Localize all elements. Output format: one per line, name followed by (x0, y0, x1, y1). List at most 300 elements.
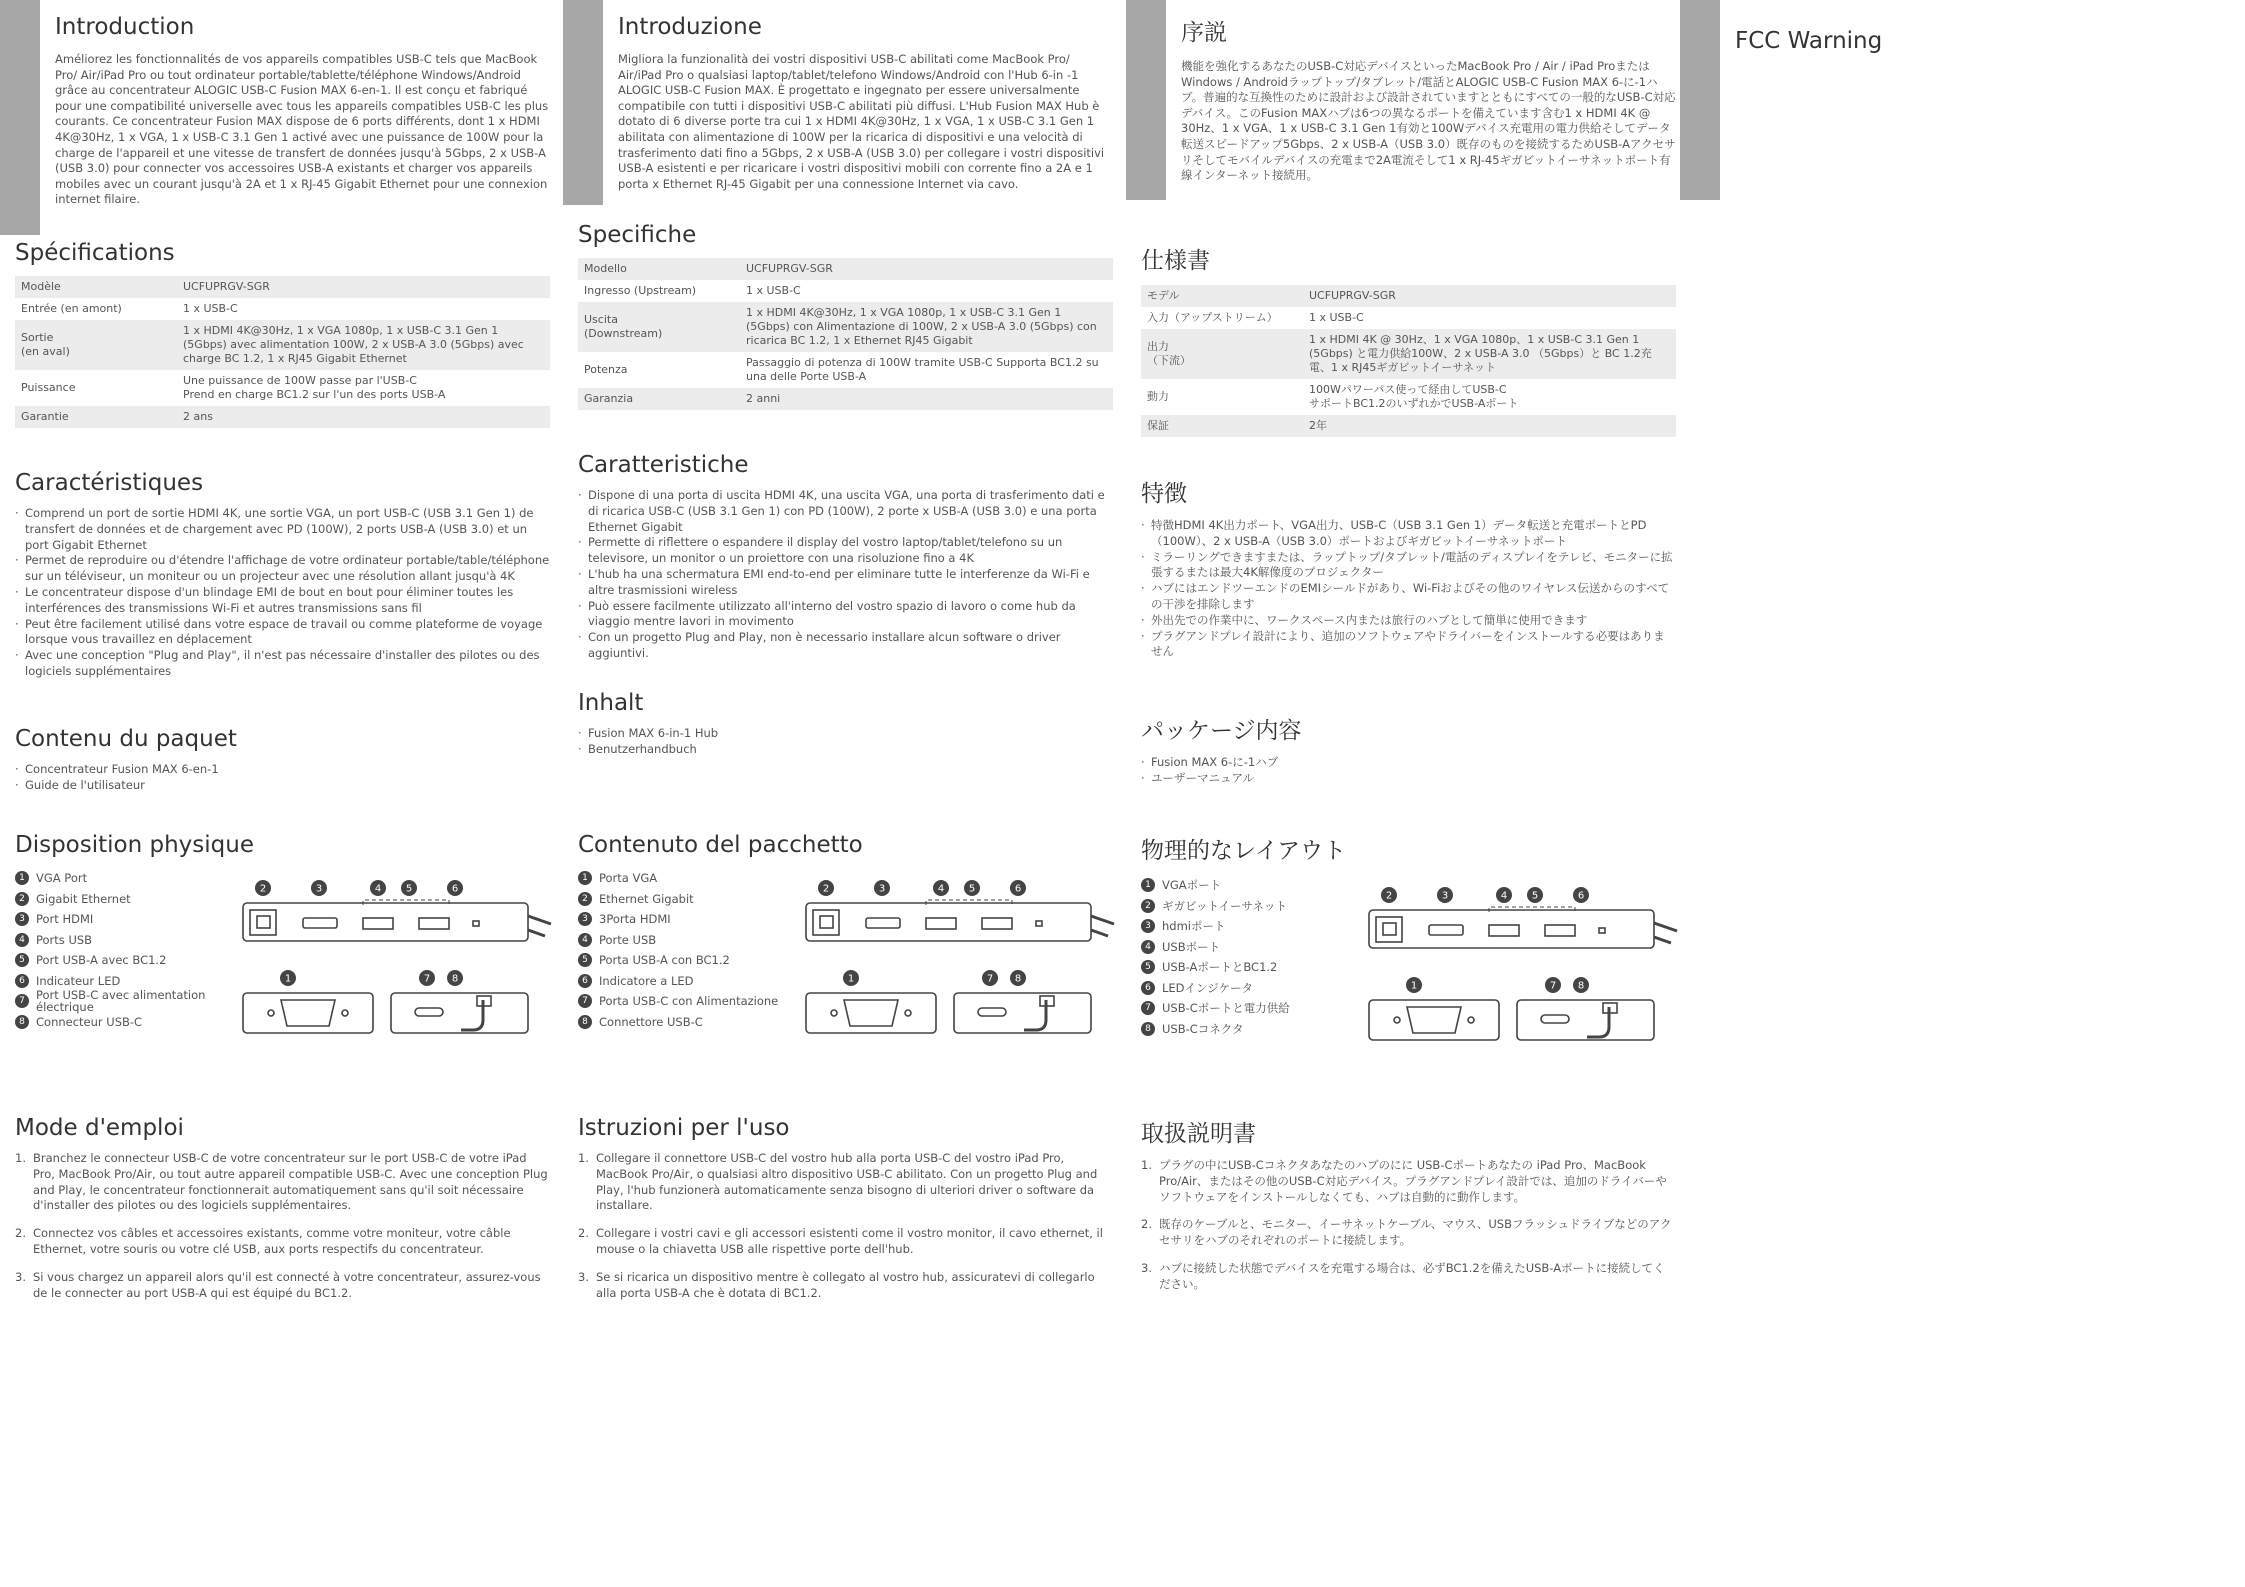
usage-title: Mode d'emploi (15, 1115, 184, 1141)
legend-label: Gigabit Ethernet (36, 891, 131, 906)
callout-number: 8 (451, 973, 459, 985)
callout-badge: 4 (1141, 940, 1155, 954)
spec-section (578, 222, 1113, 410)
features-list (1141, 518, 1676, 660)
legend-label: USB-Cコネクタ (1162, 1021, 1244, 1036)
legend-item (1141, 937, 1351, 958)
legend-item (1141, 875, 1351, 896)
layout-figure (578, 868, 1113, 1078)
list-item: · Fusion MAX 6-に-1ハブ (1141, 755, 1676, 771)
legend-label: Connecteur USB-C (36, 1014, 143, 1029)
spec-key: Ingresso (Upstream) (584, 284, 697, 297)
step-text: Si vous chargez un appareil alors qu'il est connecté à votre concentrateur, assurez-vous de le connecter au port USB-A qui est équipé du BC1.2. (33, 1269, 541, 1300)
hub-body-top (1369, 910, 1654, 948)
hub-body-left (1369, 1000, 1499, 1040)
usbc-port (415, 1008, 443, 1016)
legend-label: Indicatore a LED (599, 973, 694, 988)
callout-number: 2 (822, 883, 830, 895)
vga-port (844, 1000, 898, 1026)
usb-port (926, 918, 956, 929)
vga-port (281, 1000, 335, 1026)
callout-number: 7 (1549, 980, 1557, 992)
hub-diagram (233, 868, 563, 1068)
step-text: Se si ricarica un dispositivo mentre è collegato al vostro hub, assicuratevi di collegarlo alla porta USB-A che è dotata di BC1.2. (596, 1269, 1095, 1300)
step-number: 3. (578, 1269, 589, 1284)
package-section (578, 690, 1113, 758)
spec-value: 1 x HDMI 4K@30Hz, 1 x VGA 1080p, 1 x USB-C 3.1 Gen 1 (5Gbps) avec alimentation 100W, 2 x USB-A 3.0 (5Gbps) avec charge BC 1.2, 1 x RJ45 Gigabit Ethernet (177, 320, 550, 370)
legend-item (15, 868, 225, 889)
spec-title: 仕様書 (1141, 248, 1210, 274)
callout-number: 3 (315, 883, 323, 895)
hub-body-top (806, 903, 1091, 941)
legend-label: USB-Cポートと電力供給 (1162, 1001, 1290, 1016)
legend-item (1141, 998, 1351, 1019)
callout-number: 3 (1441, 890, 1449, 902)
callout-number: 1 (847, 973, 855, 985)
list-item: · Avec une conception "Plug and Play", il n'est pas nécessaire d'installer des pilotes ou des logiciels supplémentaires (15, 648, 550, 680)
callout-badge (419, 970, 435, 986)
callout-badge (818, 880, 834, 896)
spec-value: 1 x HDMI 4K @ 30Hz、1 x VGA 1080p、1 x USB-C 3.1 Gen 1 (5Gbps) と電力供給100W、2 x USB-A 3.0 （5Gbps）と BC 1.2充電、1 x RJ45ギガビットイーサネット (1303, 329, 1676, 379)
step-item (15, 1270, 550, 1302)
spec-key: Garanzia (578, 388, 740, 410)
spec-table (15, 276, 550, 428)
step-number: 2. (15, 1226, 26, 1241)
features-title: Caratteristiche (578, 452, 749, 478)
usage-steps (1141, 1158, 1676, 1293)
step-text: プラグの中にUSB-Cコネクタあなたのハブのにに USB-Cポートあなたの iPad Pro、MacBook Pro/Air、またはその他のUSB-C対応デバイス。プラグアンドプレイ設計では、追加のドライバーやソフトウェアをインストールしなくても、ハブは自動的に動作します。 (1159, 1158, 1667, 1204)
step-number: 1. (578, 1151, 589, 1165)
spec-value: UCFUPRGV-SGR (1303, 285, 1676, 307)
list-item: · Guide de l'utilisateur (15, 778, 550, 794)
list-item: · Permette di riflettere o espandere il display del vostro laptop/tablet/telefono su un televisore, un monitor o un proiettore con una risoluzione fino a 4K (578, 535, 1113, 567)
step-text: ハブに接続した状態でデバイスを充電する場合は、必ずBC1.2を備えたUSB-Aポートに接続してください。 (1159, 1260, 1665, 1291)
step-item (578, 1226, 1113, 1258)
list-item: · ミラーリングできますまたは、ラップトップ/タブレット/電話のディスプレイをテレビ、モニターに拡張するまたは最大4K解像度のプロジェクター (1141, 550, 1676, 582)
features-section (15, 470, 550, 680)
list-item: · Benutzerhandbuch (578, 742, 1113, 758)
spec-row (578, 352, 1113, 388)
spec-title: Specifiche (578, 222, 697, 248)
callout-number: 1 (284, 973, 292, 985)
layout-section (15, 832, 550, 1078)
callout-badge (843, 970, 859, 986)
callout-number: 5 (968, 883, 976, 895)
legend-item (578, 971, 788, 992)
hub-cable (1091, 916, 1114, 924)
spec-key: Modello (578, 258, 740, 280)
callout-badge (311, 880, 327, 896)
spec-value: Passaggio di potenza di 100W tramite USB-C Supporta BC1.2 su una delle Porte USB-A (746, 356, 1099, 383)
list-item: · Le concentrateur dispose d'un blindage EMI de bout en bout pour éliminer toutes les interférences des transmissions Wi-Fi et autres transmissions sans fil (15, 585, 550, 617)
callout-badge: 1 (578, 871, 592, 885)
ethernet-port-inner (257, 916, 270, 928)
usbc-port (1541, 1015, 1569, 1023)
features-list (15, 506, 550, 680)
callout-badge: 6 (578, 974, 592, 988)
callout-badge: 4 (578, 933, 592, 947)
package-title: Contenu du paquet (15, 726, 237, 752)
usage-steps (15, 1151, 550, 1301)
usb-port (982, 918, 1012, 929)
legend-item (578, 889, 788, 910)
callout-number: 8 (1577, 980, 1585, 992)
list-item: · Dispone di una porta di uscita HDMI 4K, una uscita VGA, una porta di trasferimento dati e di ricarica USB-C (USB 3.1 Gen 1) con PD (100W), 2 porte x USB-A (USB 3.0) e una porta Ethernet Gigabit (578, 488, 1113, 535)
callout-badge: 7 (578, 994, 592, 1008)
spec-key: Garantie (15, 406, 177, 428)
vga-screw (268, 1010, 274, 1016)
layout-section (578, 832, 1113, 1078)
spec-row (578, 388, 1113, 410)
callout-badge: 1 (15, 871, 29, 885)
callout-badge (982, 970, 998, 986)
spec-key: Modèle (15, 276, 177, 298)
legend-label: Porte USB (599, 932, 657, 947)
spec-row (1141, 285, 1676, 307)
usage-section (578, 1115, 1113, 1313)
callout-badge (933, 880, 949, 896)
step-text: Collegare i vostri cavi e gli accessori esistenti come il vostro monitor, il cavo ethernet, il mouse o la chiavetta USB alle rispettive porte dell'hub. (596, 1226, 1103, 1256)
vga-screw (831, 1010, 837, 1016)
spec-value: 2 anni (740, 388, 1113, 410)
accent-bar (0, 0, 40, 235)
layout-title: Disposition physique (15, 832, 254, 858)
hub-body-left (243, 993, 373, 1033)
spec-key: Puissance (21, 381, 76, 394)
spec-value: 1 x USB-C (746, 284, 801, 297)
callout-badge: 1 (1141, 878, 1155, 892)
callout-number: 5 (1531, 890, 1539, 902)
step-number: 1. (1141, 1158, 1152, 1172)
callout-number: 4 (374, 883, 382, 895)
port-legend (1141, 875, 1351, 1039)
legend-label: Port USB-C avec alimentation électrique (36, 988, 206, 1015)
callout-badge: 4 (15, 933, 29, 947)
callout-number: 6 (1577, 890, 1585, 902)
hub-cable (1654, 937, 1671, 943)
legend-label: Connettore USB-C (599, 1014, 703, 1029)
callout-badge (964, 880, 980, 896)
callout-badge: 6 (15, 974, 29, 988)
list-item: · 外出先での作業中に、ワークスペース内または旅行のハブとして簡単に使用できます (1141, 613, 1676, 629)
hub-body-right (1517, 1000, 1654, 1040)
list-item: · ユーザーマニュアル (1141, 771, 1676, 787)
spec-row (15, 276, 550, 298)
legend-item (15, 930, 225, 951)
spec-title: Spécifications (15, 240, 175, 266)
accent-bar (563, 0, 603, 205)
hub-cable (1654, 923, 1677, 931)
legend-label: VGA Port (36, 871, 88, 886)
vga-screw (1394, 1017, 1400, 1023)
legend-item (15, 889, 225, 910)
spec-row (15, 406, 550, 428)
callout-badge: 5 (578, 953, 592, 967)
led-indicator (1599, 928, 1605, 933)
spec-table (578, 258, 1113, 410)
legend-label: ギガビットイーサネット (1162, 898, 1288, 913)
spec-row (1141, 379, 1676, 415)
list-item: · プラグアンドプレイ設計により、追加のソフトウェアやドライバーをインストールする必要はありません (1141, 629, 1676, 661)
fcc-title: FCC Warning (1735, 28, 1883, 54)
ethernet-port (250, 910, 276, 935)
legend-label: 3Porta HDMI (599, 912, 671, 927)
callout-badge (401, 880, 417, 896)
legend-label: USBポート (1162, 939, 1221, 954)
usage-title: Istruzioni per l'uso (578, 1115, 790, 1141)
hub-body-right (391, 993, 528, 1033)
hub-body-right (954, 993, 1091, 1033)
spec-row (1141, 329, 1676, 379)
spec-value: 1 x USB-C (1309, 311, 1364, 324)
features-section (1141, 475, 1676, 660)
step-item (15, 1151, 550, 1214)
legend-item (15, 909, 225, 930)
usbc-cable (461, 1000, 483, 1030)
legend-label: Port USB-A avec BC1.2 (36, 953, 167, 968)
step-text: Collegare il connettore USB-C del vostro hub alla porta USB-C del vostro iPad Pro, MacBook Pro/Air, o qualsiasi altro dispositivo USB-C abilitato. Con un progetto Plug and Play, l'hub funzionerà automaticamente senza bisogno di ulteriori driver o software da installare. (596, 1151, 1098, 1213)
vga-screw (905, 1010, 911, 1016)
spec-value: UCFUPRGV-SGR (177, 276, 550, 298)
callout-badge: 7 (1141, 1001, 1155, 1015)
callout-badge (1406, 977, 1422, 993)
callout-number: 4 (937, 883, 945, 895)
package-list (578, 726, 1113, 758)
callout-badge (1496, 887, 1512, 903)
callout-badge: 3 (15, 912, 29, 926)
legend-item (578, 950, 788, 971)
hub-body-left (806, 993, 936, 1033)
legend-label: Porta USB-C con Alimentazione (599, 994, 779, 1009)
hub-diagram (1359, 875, 1689, 1075)
spec-key: Uscita (Downstream) (578, 302, 740, 352)
list-item: · L'hub ha una schermatura EMI end-to-end per eliminare tutte le interferenze da Wi-Fi e altre trasmissioni wireless (578, 567, 1113, 599)
list-item: · Concentrateur Fusion MAX 6-en-1 (15, 762, 550, 778)
list-item: · ハブにはエンドツーエンドのEMIシールドがあり、Wi-Fiおよびその他のワイヤレス伝送からのすべての干渉を排除します (1141, 581, 1676, 613)
usb-port (419, 918, 449, 929)
usbc-port (978, 1008, 1006, 1016)
callout-badge (874, 880, 890, 896)
spec-key: Potenza (584, 363, 628, 376)
callout-badge (255, 880, 271, 896)
callout-badge (1010, 970, 1026, 986)
usbc-cable (1024, 1000, 1046, 1030)
callout-number: 2 (1385, 890, 1393, 902)
intro-title: 序説 (1181, 20, 1227, 46)
step-number: 2. (1141, 1217, 1152, 1232)
package-section (1141, 712, 1676, 787)
intro-block (55, 14, 550, 208)
callout-badge: 3 (1141, 919, 1155, 933)
spec-section (1141, 242, 1676, 437)
callout-badge: 5 (15, 953, 29, 967)
callout-badge: 8 (1141, 1022, 1155, 1036)
intro-block (1181, 14, 1676, 184)
legend-item (1141, 957, 1351, 978)
spec-key: Sortie (en aval) (15, 320, 177, 370)
step-item (578, 1270, 1113, 1302)
led-indicator (1036, 921, 1042, 926)
ethernet-port-inner (1383, 923, 1396, 935)
callout-number: 7 (986, 973, 994, 985)
spec-table (1141, 285, 1676, 437)
callout-number: 2 (259, 883, 267, 895)
hub-cable (528, 916, 551, 924)
legend-item (15, 1012, 225, 1033)
legend-label: Port HDMI (36, 912, 94, 927)
step-number: 3. (1141, 1260, 1152, 1275)
spec-value: 100Wパワーパス使って経由してUSB-C サポートBC1.2のいずれかでUSB-Aポート (1309, 383, 1519, 410)
callout-number: 1 (1410, 980, 1418, 992)
legend-item (578, 868, 788, 889)
callout-badge: 2 (578, 892, 592, 906)
callout-badge: 6 (1141, 981, 1155, 995)
legend-item (1141, 1019, 1351, 1040)
layout-figure (1141, 875, 1676, 1085)
spec-value: 1 x HDMI 4K@30Hz, 1 x VGA 1080p, 1 x USB-C 3.1 Gen 1 (5Gbps) con Alimentazione di 100W, 2 x USB-A 3.0 (5Gbps) con ricarica BC 1.2, 1 x Ethernet RJ45 Gigabit (740, 302, 1113, 352)
callout-number: 4 (1500, 890, 1508, 902)
step-number: 2. (578, 1226, 589, 1241)
legend-label: LEDインジケータ (1162, 980, 1254, 995)
layout-section (1141, 832, 1676, 1085)
list-item: · Può essere facilmente utilizzato all'interno del vostro spazio di lavoro o come hub da viaggio mentre lavori in movimento (578, 599, 1113, 631)
hub-diagram (796, 868, 1126, 1068)
list-item: · Permet de reproduire ou d'étendre l'affichage de votre ordinateur portable/table/téléphone sur un téléviseur, un moniteur ou un projecteur avec une résolution allant jusqu'à 4K (15, 553, 550, 585)
hub-cable (1091, 930, 1108, 936)
package-section (15, 726, 550, 794)
intro-text: 機能を強化するあなたのUSB-C対応デバイスといったMacBook Pro / Air / iPad ProまたはWindows / Androidラップトップ/タブレット/電話とALOGIC USB-C Fusion MAX 6-に-1ハブ。普遍的な互換性のために設計および設計されていますとともにすべての一般的なUSB-C対応デバイス。このFusion MAXハブは6つの異なるポートを備えています含む1 x HDMI 4K @ 30Hz、1 x VGA、1 x USB-C 3.1 Gen 1有効と100Wデバイス充電用の電力供給そしてデータ転送スピードアップ5Gbps、2 x USB-A（USB 3.0）既存のものを接続するためUSB-Aアクセサリそしてモバイルデバイスの充電まで2A電流そして1 x RJ-45ギガビットイーサネットポート有線インターネット接続用。 (1181, 59, 1676, 183)
hub-cable (528, 930, 545, 936)
layout-title: Contenuto del pacchetto (578, 832, 863, 858)
callout-number: 7 (423, 973, 431, 985)
callout-badge: 2 (1141, 899, 1155, 913)
step-text: Connectez vos câbles et accessoires existants, comme votre moniteur, votre câble Ethernet, votre souris ou votre clé USB, aux ports respectifs du concentrateur. (33, 1226, 511, 1256)
spec-value: UCFUPRGV-SGR (740, 258, 1113, 280)
legend-label: Porta VGA (599, 871, 658, 886)
legend-item (1141, 916, 1351, 937)
step-number: 1. (15, 1151, 26, 1165)
usb-port (1545, 925, 1575, 936)
step-text: 既存のケーブルと、モニター、イーサネットケーブル、マウス、USBフラッシュドライブなどのアクセサリをハブのそれぞれのポートに接続します。 (1159, 1217, 1672, 1248)
spec-row (1141, 415, 1676, 437)
intro-text: Améliorez les fonctionnalités de vos appareils compatibles USB-C tels que MacBook Pro/ Air/iPad Pro ou tout ordinateur portable/tablette/téléphone Windows/Android grâce au concentrateur ALOGIC USB-C Fusion MAX 6-en-1. Il est conçu et fabriqué pour une compatibilité universelle avec tous les appareils compatibles USB-C les plus courants. Ce concentrateur Fusion MAX dispose de 6 ports différents, dont 1 x HDMI 4K@30Hz, 1 x VGA, 1 x USB-C 3.1 Gen 1 activé avec une puissance de 100W pour la charge de l'appareil et une vitesse de transfert de données jusqu'à 5Gbps, 2 x USB-A (USB 3.0) pour connecter vos accessoires USB-A existants et charger vos appareils mobiles avec un courant jusqu'à 2A et 1 x RJ-45 Gigabit Ethernet pour une connexion internet filaire. (55, 52, 549, 207)
package-list (15, 762, 550, 794)
usage-section (1141, 1115, 1676, 1305)
legend-item (15, 950, 225, 971)
usage-steps (578, 1151, 1113, 1301)
spec-value: Une puissance de 100W passe par l'USB-C Prend en charge BC1.2 sur l'un des ports USB-A (183, 374, 446, 401)
spec-key: 保証 (1141, 415, 1303, 437)
step-number: 3. (15, 1269, 26, 1284)
package-list (1141, 755, 1676, 787)
callout-badge (1381, 887, 1397, 903)
step-item (1141, 1158, 1676, 1205)
callout-badge: 8 (578, 1015, 592, 1029)
spec-value: 2年 (1303, 415, 1676, 437)
legend-label: Indicateur LED (36, 973, 121, 988)
features-title: Caractéristiques (15, 470, 204, 496)
step-item (1141, 1261, 1676, 1293)
spec-value: 1 x USB-C (183, 302, 238, 315)
features-section (578, 452, 1113, 662)
usage-title: 取扱説明書 (1141, 1121, 1256, 1147)
layout-figure (15, 868, 550, 1078)
legend-label: Ethernet Gigabit (599, 891, 694, 906)
intro-block (618, 14, 1113, 192)
legend-item (578, 909, 788, 930)
list-item: · Con un progetto Plug and Play, non è necessario installare alcun software o driver aggiuntivi. (578, 630, 1113, 662)
usb-port (1489, 925, 1519, 936)
accent-bar (1680, 0, 1720, 200)
accent-bar (1126, 0, 1166, 200)
legend-item (15, 988, 225, 1015)
intro-text: Migliora la funzionalità dei vostri dispositivi USB-C abilitati come MacBook Pro/ Air/iPad Pro o qualsiasi laptop/tablet/telefono Windows/Android con l'Hub 6-in -1 ALOGIC USB-C Fusion MAX. È progettato e ingegnato per essere universalmente compatibile con tutti i dispositivi USB-C abilitati più diffusi. L'Hub Fusion MAX Hub è dotato di 6 diverse porte tra cui 1 x HDMI 4K@30Hz, 1 x VGA, 1 x USB-C 3.1 Gen 1 abilitata con alimentazione di 100W per la ricarica di dispositivi e una velocità di trasferimento dati fino a 5Gbps, 2 x USB-A (USB 3.0) per collegare i vostri dispositivi USB-A esistenti e per ricaricare i vostri dispositivi mobili con corrente fino a 2A e 1 porta x Ethernet RJ-45 Gigabit per una connessione Internet via cavo. (618, 52, 1105, 191)
legend-item (1141, 896, 1351, 917)
callout-badge (1573, 887, 1589, 903)
intro-title: Introduzione (618, 14, 762, 40)
callout-badge (1010, 880, 1026, 896)
hdmi-port (303, 918, 337, 928)
usb-port (363, 918, 393, 929)
spec-value: 2 ans (177, 406, 550, 428)
spec-section (15, 240, 550, 428)
list-item: · Fusion MAX 6-in-1 Hub (578, 726, 1113, 742)
spec-row (578, 302, 1113, 352)
ethernet-port (813, 910, 839, 935)
list-item: · Peut être facilement utilisé dans votre espace de travail ou comme plateforme de voyage lorsque vous travaillez en déplacement (15, 617, 550, 649)
callout-number: 6 (451, 883, 459, 895)
port-legend (15, 868, 225, 1032)
spec-row (1141, 307, 1676, 329)
callout-number: 5 (405, 883, 413, 895)
legend-label: hdmiポート (1162, 919, 1226, 934)
callout-badge (1437, 887, 1453, 903)
callout-badge (370, 880, 386, 896)
intro-title: Introduction (55, 14, 195, 40)
usage-section (15, 1115, 550, 1313)
legend-label: USB-AポートとBC1.2 (1162, 960, 1278, 975)
legend-label: Ports USB (36, 932, 93, 947)
callout-badge (447, 970, 463, 986)
spec-row (578, 258, 1113, 280)
features-title: 特徴 (1141, 481, 1187, 507)
callout-badge: 7 (15, 994, 29, 1008)
list-item: · Comprend un port de sortie HDMI 4K, une sortie VGA, un port USB-C (USB 3.1 Gen 1) de transfert de données et de chargement avec PD (100W), 2 ports USB-A (USB 3.0) et un port Gigabit Ethernet (15, 506, 550, 553)
step-item (15, 1226, 550, 1258)
callout-number: 6 (1014, 883, 1022, 895)
legend-label: Porta USB-A con BC1.2 (599, 953, 730, 968)
spec-key: モデル (1141, 285, 1303, 307)
list-item: · 特徴HDMI 4K出力ポート、VGA出力、USB-C（USB 3.1 Gen 1）データ転送と充電ポートとPD（100W）、2 x USB-A（USB 3.0）ポートおよびギガビットイーサネットポート (1141, 518, 1676, 550)
vga-screw (1468, 1017, 1474, 1023)
led-indicator (473, 921, 479, 926)
column-french (0, 0, 552, 1587)
callout-number: 8 (1014, 973, 1022, 985)
callout-badge (1545, 977, 1561, 993)
step-item (578, 1151, 1113, 1214)
ethernet-port (1376, 917, 1402, 942)
legend-label: VGAポート (1162, 878, 1222, 893)
step-item (1141, 1217, 1676, 1249)
usbc-cable (1587, 1007, 1609, 1037)
spec-row (578, 280, 1113, 302)
callout-badge (447, 880, 463, 896)
callout-badge (1527, 887, 1543, 903)
package-title: パッケージ内容 (1141, 718, 1302, 744)
spec-key: 入力（アップストリーム） (1147, 311, 1278, 324)
legend-item (578, 1012, 788, 1033)
callout-badge (280, 970, 296, 986)
